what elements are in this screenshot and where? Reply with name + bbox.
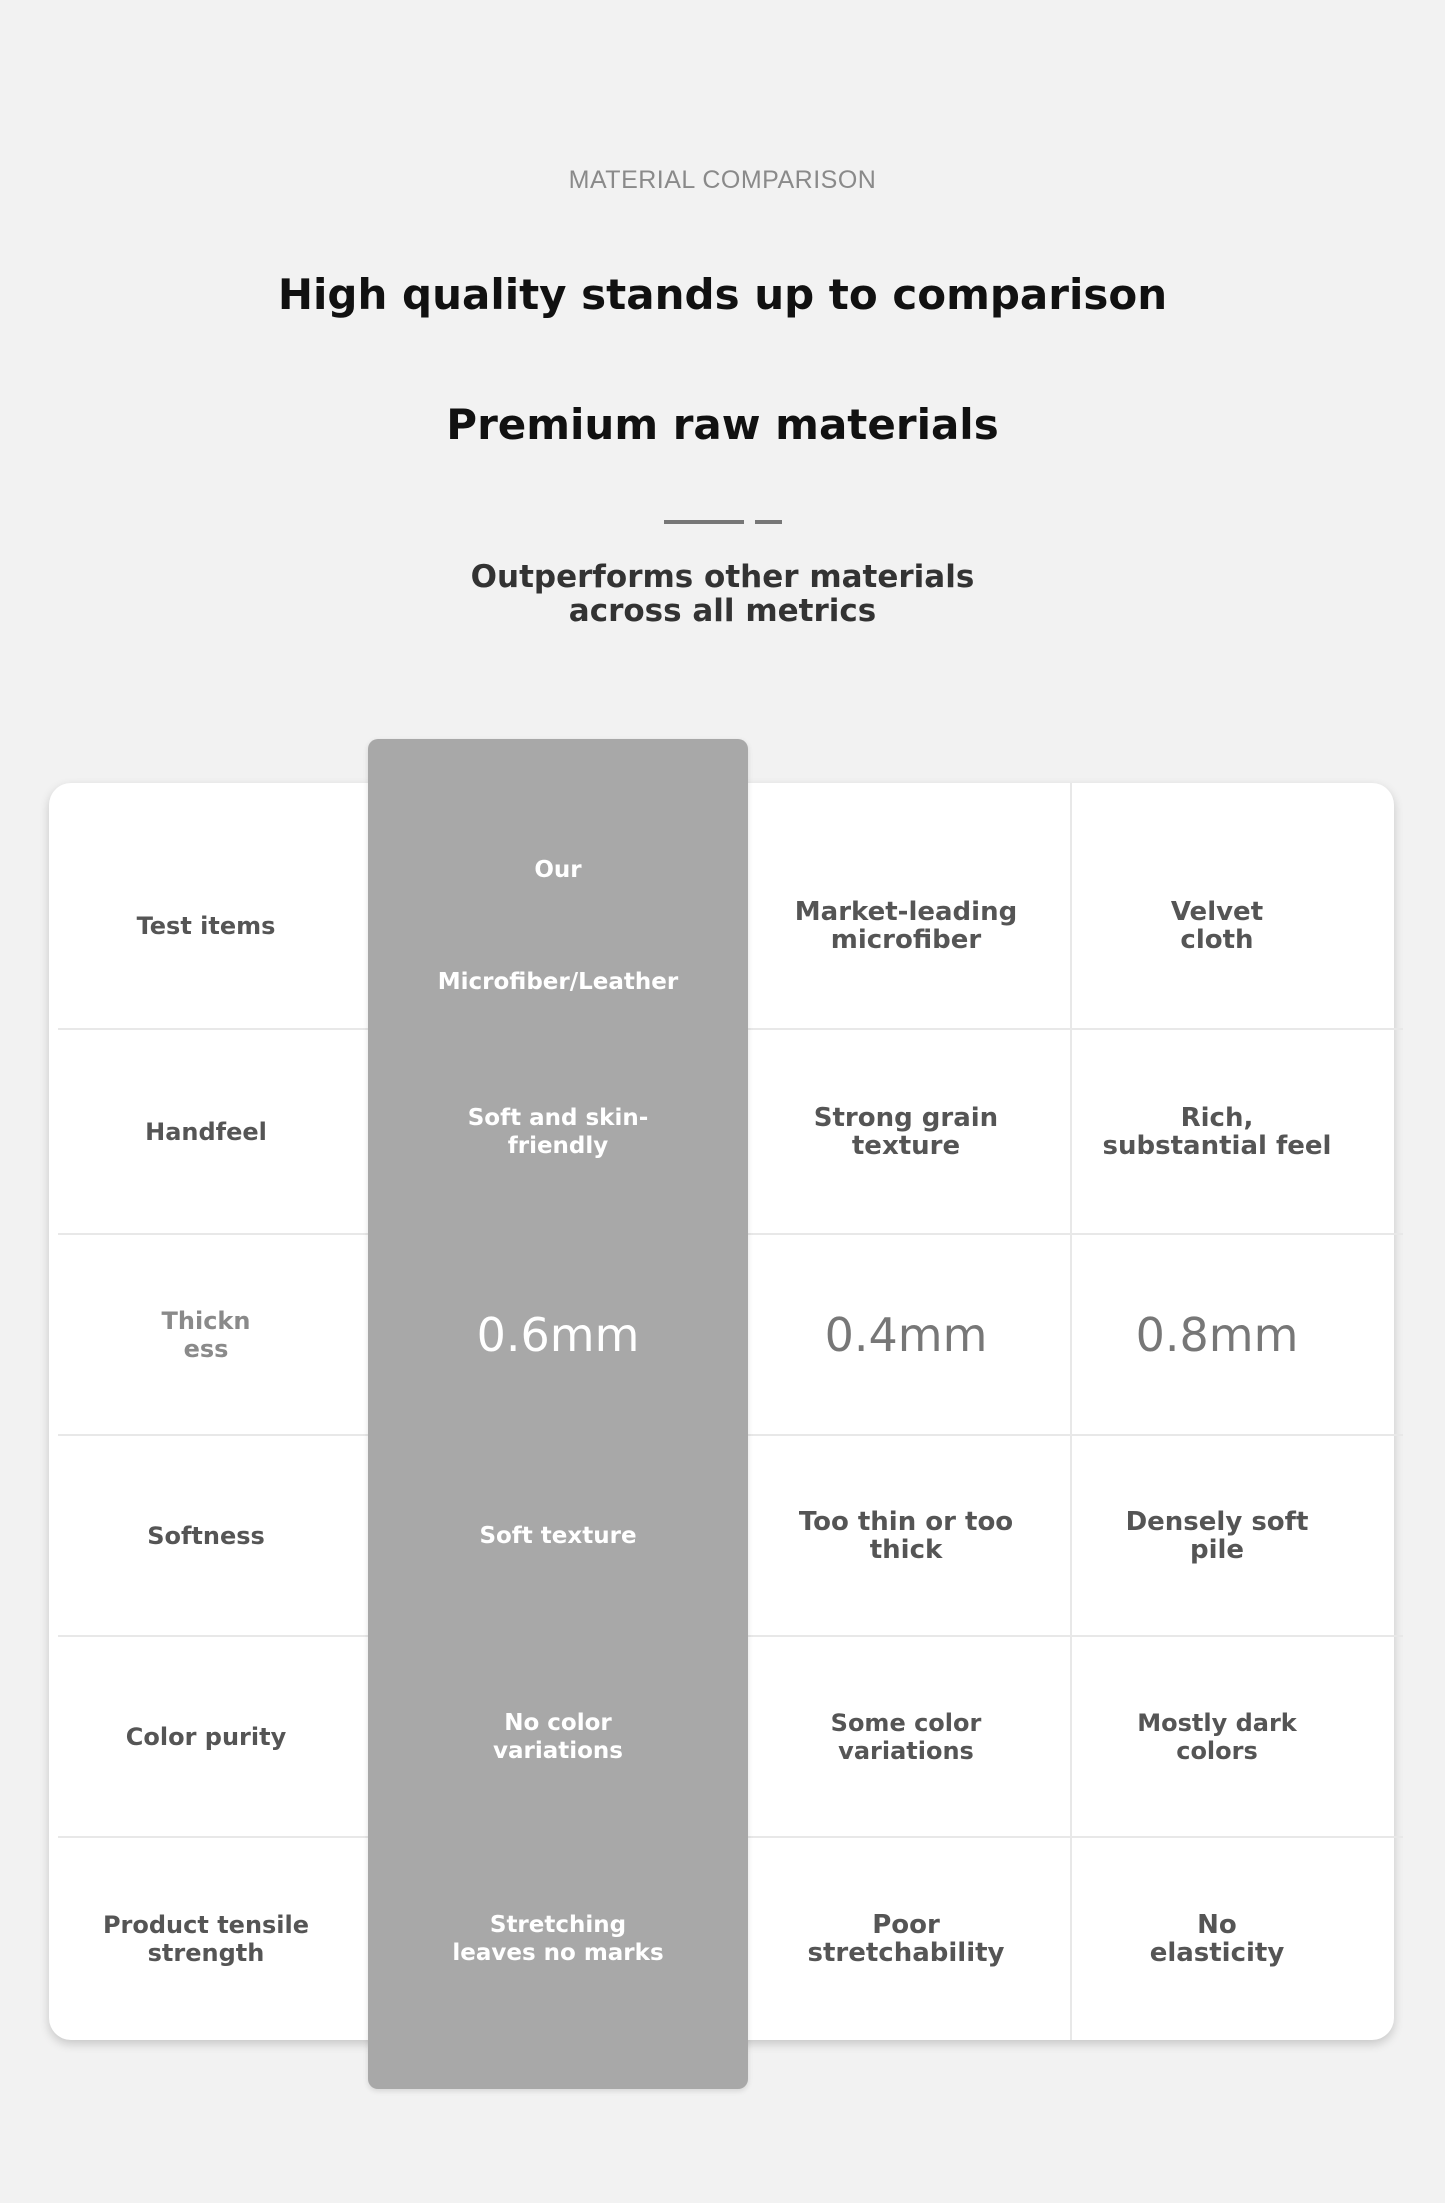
cell-test-item: Test items bbox=[136, 912, 276, 940]
cell-velvet: Mostly dark colors bbox=[1137, 1708, 1297, 1765]
cell-ours: 0.6mm bbox=[476, 1307, 640, 1362]
cell-test-item: Color purity bbox=[125, 1722, 287, 1751]
cell-market: Too thin or too thick bbox=[798, 1506, 1014, 1565]
tagline: Outperforms other materials across all metrics bbox=[470, 559, 975, 629]
section-eyebrow: MATERIAL COMPARISON bbox=[568, 166, 877, 194]
divider-short bbox=[755, 520, 782, 524]
cell-ours: Soft and skin- friendly bbox=[467, 1104, 649, 1159]
cell-market: Strong grain texture bbox=[813, 1102, 999, 1161]
cell-market: 0.4mm bbox=[824, 1307, 988, 1362]
cell-ours: Our Microfiber/Leather bbox=[437, 857, 679, 995]
cell-market: Some color variations bbox=[830, 1708, 982, 1765]
cell-ours: Soft texture bbox=[479, 1522, 637, 1549]
cell-velvet: No elasticity bbox=[1149, 1910, 1285, 1968]
cell-velvet: 0.8mm bbox=[1135, 1307, 1299, 1362]
cell-test-item: Product tensile strength bbox=[102, 1911, 310, 1967]
cell-ours: Stretching leaves no marks bbox=[452, 1912, 664, 1966]
cell-test-item: Handfeel bbox=[145, 1117, 267, 1146]
cell-test-item: Thickn ess bbox=[161, 1306, 251, 1363]
cell-ours: No color variations bbox=[492, 1709, 623, 1764]
headline: High quality stands up to comparison bbox=[277, 270, 1168, 319]
cell-market: Poor stretchability bbox=[807, 1910, 1005, 1968]
cell-velvet: Rich, substantial feel bbox=[1102, 1102, 1332, 1161]
subheadline: Premium raw materials bbox=[446, 400, 999, 449]
cell-velvet: Velvet cloth bbox=[1170, 897, 1264, 955]
cell-market: Market-leading microfiber bbox=[794, 897, 1018, 955]
divider-long bbox=[664, 520, 744, 524]
cell-test-item: Softness bbox=[147, 1521, 265, 1550]
cell-velvet: Densely soft pile bbox=[1125, 1506, 1309, 1565]
